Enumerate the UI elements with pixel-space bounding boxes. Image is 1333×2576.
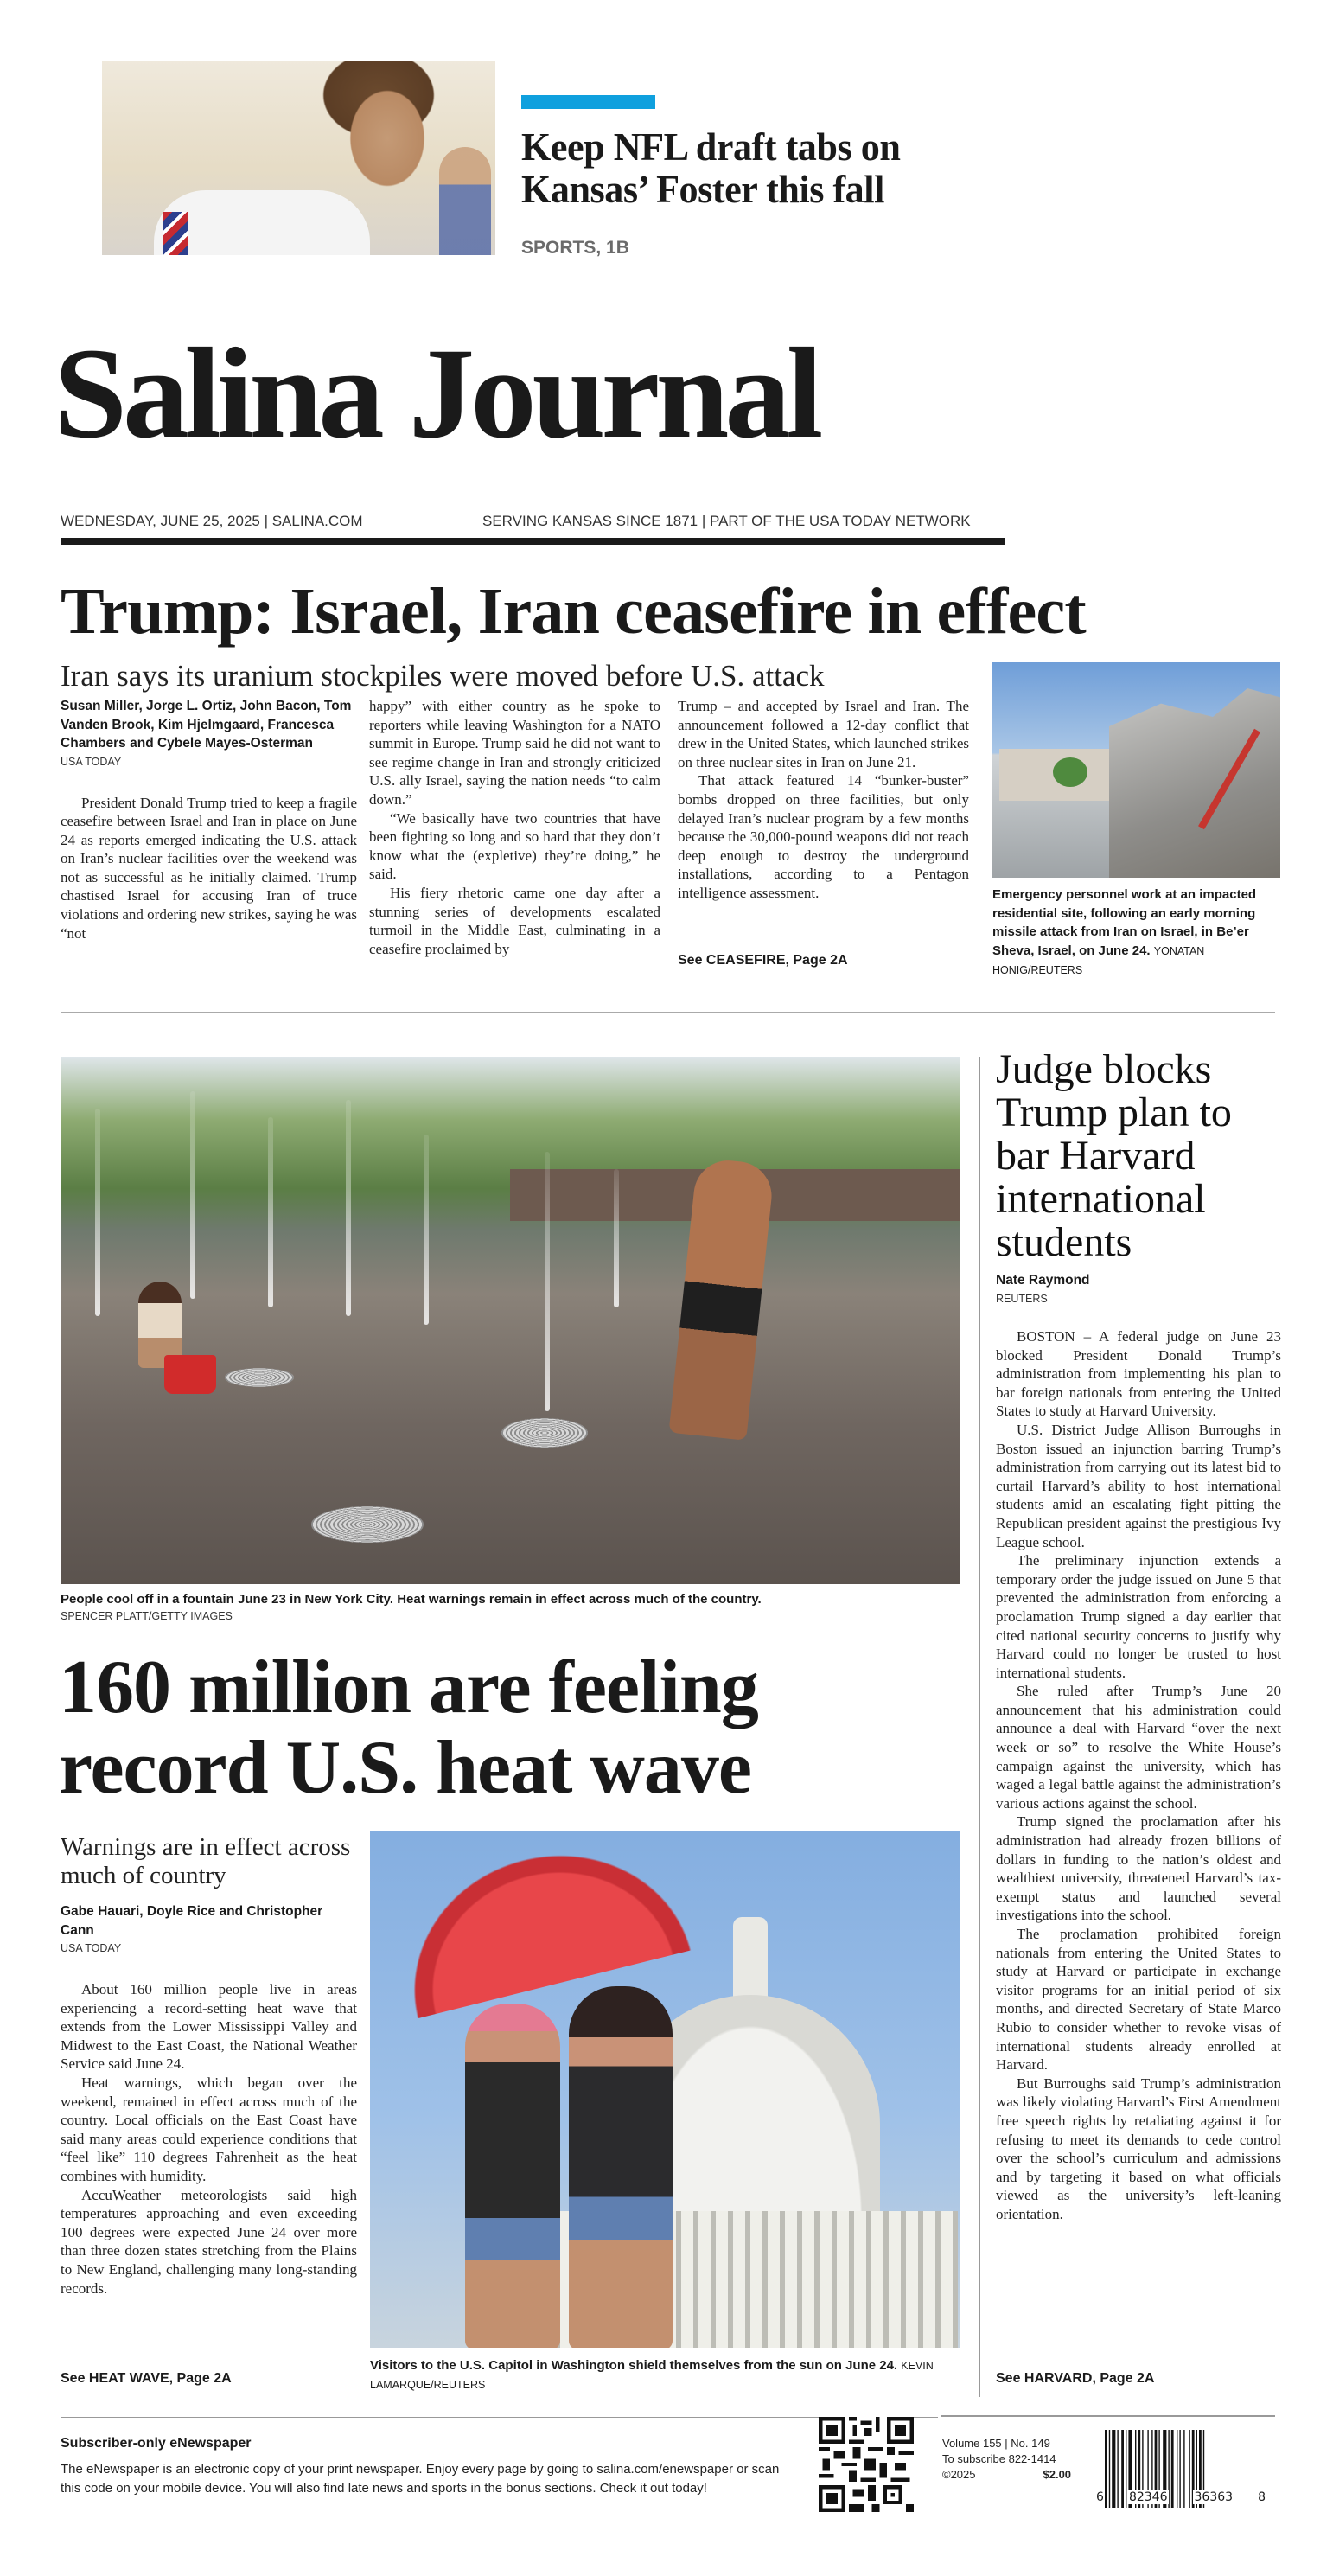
photo-detail [733, 1917, 768, 2004]
byline: Nate Raymond [996, 1273, 1090, 1288]
byline: Gabe Hauari, Doyle Rice and Christopher Cann [61, 1904, 323, 1938]
copyright-price-row [942, 2467, 1071, 2483]
heat-wave-jump-link[interactable]: See HEAT WAVE, Page 2A [61, 2371, 232, 2386]
paragraph: U.S. District Judge Allison Burroughs in Boston issued an injunction barring Trump’s administration from carrying out its latest bid to curtail Harvard’s ability to host international students amid an escalating fight pitting the Republican president against the prestigious Ivy League school. [996, 1421, 1281, 1550]
photo-detail [439, 147, 491, 255]
dateline-tagline: SERVING KANSAS SINCE 1871 | PART OF THE USA TODAY NETWORK [482, 513, 971, 529]
heat-headline[interactable]: 160 million are feeling record U.S. heat wave [59, 1646, 758, 1810]
footer-divider [61, 2417, 938, 2418]
promo-section-label[interactable]: SPORTS, 1B [521, 238, 629, 258]
harvard-headline[interactable]: Judge blocks Trump plan to bar Harvard international students [996, 1046, 1232, 1265]
paragraph: His fiery rhetoric came one day after a stunning series of developments escalated turmoil in the Middle East, culminating in a ceasefire proclaimed by [369, 884, 660, 957]
iran-strike-photo[interactable] [992, 662, 1280, 878]
fountain-photo[interactable] [61, 1057, 960, 1584]
photo-detail [424, 1135, 429, 1325]
capitol-photo[interactable] [370, 1831, 960, 2348]
harvard-column [996, 1327, 1281, 2224]
caption-text: Emergency personnel work at an impacted residential site, following an early morning missile attack from Iran on Israel, in Be’er Sheva, Israel, on June 24. [992, 887, 1257, 958]
promo-accent-bar [521, 95, 655, 109]
paragraph: “We basically have two countries that have been fighting so long and so hard that they don’t know what the (expletive) they’re doing,” he said. [369, 809, 660, 883]
photo-detail [190, 1091, 195, 1299]
paragraph: But Burroughs said Trump’s administration was likely violating Harvard’s First Amendment free speech rights by retaliating against it for refusing to meet its demands to cede control over the school’s curriculum and admissions and by targeting it based on what officials viewed as the university’s left-leaning orientation. [996, 2074, 1281, 2222]
barcode-digits [1096, 2490, 1266, 2504]
fountain-photo-caption: People cool off in a fountain June 23 in New York City. Heat warnings remain in effect across much of the country. [61, 1592, 762, 1607]
photo-credit: KEVIN LAMARQUE/REUTERS [370, 2360, 934, 2391]
paragraph: That attack featured 14 “bunker-buster” bombs dropped on three facilities, but only delayed Iran’s nuclear program by a few months because the 30,000-pound weapons did not reach deep enough to destroy the underground installations, according to a Pentagon intelligence assessment. [678, 772, 969, 901]
photo-detail [1109, 688, 1280, 878]
lead-column-3 [678, 697, 969, 903]
paragraph: She ruled after Trump’s June 20 announcement that his administration could announce a deal with Harvard “over the next week or so” to resolve the White House’s campaign against the university, which has waged a legal battle against the administration’s various actions against the school. [996, 1683, 1281, 1812]
capitol-photo-caption [370, 2356, 960, 2394]
photo-credit: SPENCER PLATT/GETTY IMAGES [61, 1610, 233, 1622]
harvard-byline-block [996, 1271, 1281, 1307]
photo-detail [95, 1109, 100, 1316]
caption-text: Visitors to the U.S. Capitol in Washington shield themselves from the sun on June 24. [370, 2358, 898, 2373]
lead-subhead: Iran says its uranium stockpiles were moved before U.S. attack [61, 659, 825, 693]
paragraph: BOSTON – A federal judge on June 23 blocked President Donald Trump’s administration from implementing his plan to bar foreign nationals from entering the United States to study at Harvard University. [996, 1328, 1281, 1420]
barcode-digit-group: 6 [1096, 2490, 1104, 2504]
photo-detail [614, 1169, 619, 1307]
paragraph: Trump – and accepted by Israel and Iran. The announcement followed a 12-day conflict that drew in the United States, which launched strikes on three nuclear sites in Iran on June 21. [678, 698, 969, 770]
photo-detail [346, 1100, 351, 1316]
section-divider [61, 1012, 1275, 1013]
photo-detail [163, 212, 188, 255]
volume-number: Volume 155 | No. 149 [942, 2437, 1050, 2450]
barcode-digit-group: 36363 [1194, 2490, 1234, 2504]
promo-photo[interactable] [102, 61, 495, 255]
article-body [996, 1327, 1281, 2224]
photo-detail [545, 1152, 550, 1411]
column-divider [979, 1057, 980, 2397]
paragraph: President Donald Trump tried to keep a fragile ceasefire between Israel and Iran in place on June 24 as reports emerged indicating the U.S. attack on Iran’s nuclear facilities over the weekend was not as successful as he initially claimed. Trump chastised Israel for accusing Iran of truce violations and ordering new strikes, saying he was “not [61, 794, 357, 942]
photo-detail [164, 1355, 216, 1394]
heat-subhead: Warnings are in effect across much of country [61, 1833, 351, 1889]
photo-detail [465, 2004, 560, 2348]
masthead-divider [61, 538, 1005, 545]
heat-column [61, 1902, 357, 2298]
photo-credit: YONATAN HONIG/REUTERS [992, 944, 1205, 976]
paragraph: AccuWeather meteorologists said high temperatures approaching and even exceeding 100 degrees were expected June 24 over more than three dozen states stretching from the Plains to New England, challenging many long-standing records. [61, 2186, 357, 2297]
lead-headline[interactable]: Trump: Israel, Iran ceasefire in effect [61, 575, 1086, 648]
cover-price: $2.00 [1043, 2468, 1072, 2481]
article-body [61, 794, 357, 943]
barcode-digit-group: 8 [1258, 2490, 1266, 2504]
paragraph: happy” with either country as he spoke to reporters while leaving Washington for a NATO summit in Europe. Trump said he did not want to see regime change in Iran and strongly criticized U.S. ally Israel, saying the nation needs “to calm down.” [369, 698, 660, 808]
photo-detail [268, 1117, 273, 1307]
iran-photo-caption [992, 885, 1286, 981]
article-body [678, 697, 969, 903]
article-body [369, 697, 660, 958]
promo-headline[interactable]: Keep NFL draft tabs on Kansas’ Foster this fall [521, 125, 901, 211]
photo-detail [569, 1986, 673, 2348]
paragraph: Heat warnings, which began over the weekend, remained in effect across much of the country. Local officials on the East Coast have said many areas could experience conditions that “feel like” 110 degrees Fahrenheit as the heat combines with humidity. [61, 2074, 357, 2184]
lead-column-1 [61, 697, 357, 943]
byline: Susan Miller, Jorge L. Ortiz, John Bacon, Tom Vanden Brook, Kim Hjelmgaard, Francesca Chambers and Cybele Mayes-Osterman [61, 699, 352, 751]
enewspaper-title: Subscriber-only eNewspaper [61, 2436, 252, 2451]
barcode-digit-group: 82346 [1128, 2490, 1168, 2504]
paragraph: About 160 million people live in areas experiencing a record-setting heat wave that extends from the Lower Mississippi Valley and Midwest to the East Coast, the National Weather Service said June 24. [61, 1981, 357, 2073]
photo-detail [1053, 757, 1087, 787]
enewspaper-description: The eNewspaper is an electronic copy of your print newspaper. Enjoy every page by going to salina.com/enewspaper or scan this code on your mobile device. You will also find late news and sports in the bonus sections. Check it out today! [61, 2462, 780, 2496]
photo-detail [501, 1418, 588, 1448]
lead-column-2 [369, 697, 660, 958]
photo-detail [225, 1368, 294, 1387]
paragraph: Trump signed the proclamation after his administration had already frozen billions of dollars in funding to the nation’s oldest and wealthiest university, threatened Harvard’s tax-exempt status and launched several investigations into the school. [996, 1813, 1281, 1924]
footer-divider [941, 2415, 1275, 2417]
edition-info [942, 2436, 1071, 2483]
paragraph: The proclamation prohibited foreign nationals from entering the United States to study at Harvard or participate in exchange visitor programs for an initial period of six months, and directed Secretary of State Marco Rubio to consider whether to revoke visas of international students already enrolled at Harvard. [996, 1926, 1281, 2074]
subscribe-phone: To subscribe 822-1414 [942, 2452, 1056, 2465]
qr-code-icon[interactable] [819, 2417, 914, 2512]
byline-source: REUTERS [996, 1292, 1048, 1305]
masthead-logo: Salina Journal [54, 322, 820, 465]
ceasefire-jump-link[interactable]: See CEASEFIRE, Page 2A [678, 953, 848, 968]
byline-source: USA TODAY [61, 755, 122, 768]
photo-detail [311, 1506, 424, 1543]
copyright: ©2025 [942, 2468, 976, 2481]
paragraph: The preliminary injunction extends a temporary order the judge issued on June 5 that prevented the administration from enforcing a proclamation Trump signed a day earlier that cited national security concerns to justify why Harvard could no longer be trusted to host international students. [996, 1552, 1281, 1681]
harvard-jump-link[interactable]: See HARVARD, Page 2A [996, 2371, 1155, 2386]
article-body [61, 1980, 357, 2298]
dateline-date: WEDNESDAY, JUNE 25, 2025 | SALINA.COM [61, 513, 363, 529]
byline-source: USA TODAY [61, 1942, 122, 1954]
